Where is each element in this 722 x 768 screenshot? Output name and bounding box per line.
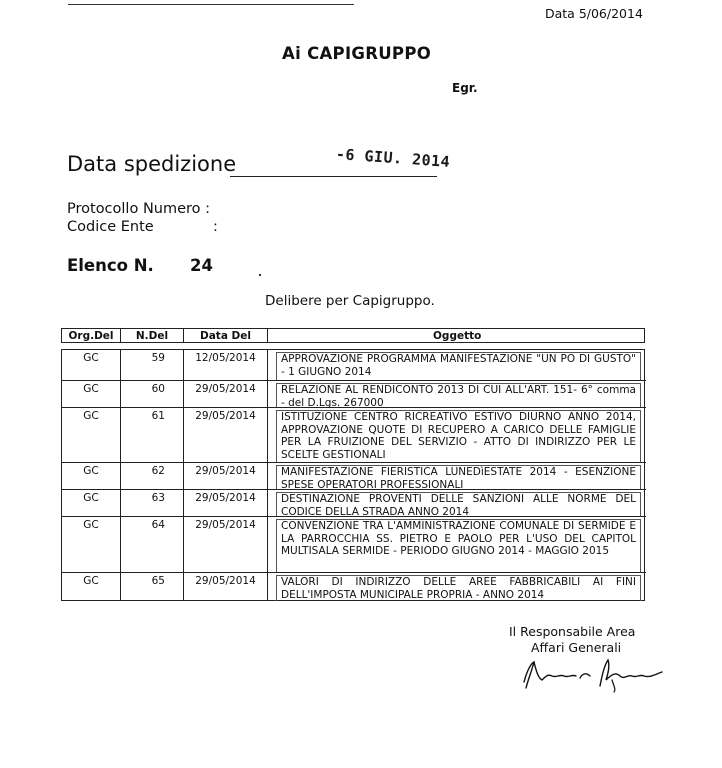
- table-row: [62, 490, 646, 517]
- cell-date: 29/05/2014: [184, 573, 268, 601]
- top-rule: [68, 4, 354, 5]
- cell-ndel: 61: [121, 408, 184, 462]
- cell-date: 12/05/2014: [184, 350, 268, 380]
- column-header-org: Org.Del: [62, 329, 121, 342]
- cell-org: GC: [62, 381, 121, 407]
- date-stamp: -6 GIU. 2014: [335, 145, 451, 171]
- addressee-label: Egr.: [452, 81, 478, 95]
- table-header: [61, 328, 645, 343]
- list-label: Elenco N.: [67, 256, 154, 275]
- cell-ndel: 65: [121, 573, 184, 601]
- cell-ndel: 60: [121, 381, 184, 407]
- cell-subject: [268, 463, 646, 489]
- cell-ndel: 64: [121, 517, 184, 572]
- entity-code-colon: :: [213, 219, 218, 235]
- subject-text: VALORI DI INDIRIZZO DELLE AREE FABBRICABILI AI FINI DELL'IMPOSTA MUNICIPALE PROPRIA - ANNO 2014: [276, 575, 641, 601]
- signatory-role-line2: Affari Generali: [531, 640, 622, 655]
- signature-image: [516, 652, 666, 694]
- subtitle: Delibere per Capigruppo.: [265, 293, 435, 309]
- column-header-subject: Oggetto: [433, 330, 482, 342]
- table-row: [62, 408, 646, 463]
- cell-ndel: 63: [121, 490, 184, 516]
- table-row: [62, 573, 646, 601]
- cell-org: GC: [62, 517, 121, 572]
- cell-org: GC: [62, 350, 121, 380]
- subject-text: RELAZIONE AL RENDICONTO 2013 DI CUI ALL'ART. 151- 6° comma - del D.Lgs. 267000: [276, 383, 641, 407]
- column-header-date: Data Del: [184, 329, 268, 342]
- cell-org: GC: [62, 463, 121, 489]
- table-body: [61, 349, 645, 601]
- table-row: [62, 350, 646, 381]
- table-row: [62, 381, 646, 408]
- cell-subject: [268, 350, 646, 380]
- cell-subject: [268, 381, 646, 407]
- subject-text: DESTINAZIONE PROVENTI DELLE SANZIONI ALLE NORME DEL CODICE DELLA STRADA ANNO 2014: [276, 492, 641, 516]
- cell-org: GC: [62, 490, 121, 516]
- cell-org: GC: [62, 573, 121, 601]
- scan-speck: [259, 274, 261, 276]
- cell-org: GC: [62, 408, 121, 462]
- table-row: [62, 517, 646, 573]
- cell-date: 29/05/2014: [184, 381, 268, 407]
- column-header-ndel: N.Del: [121, 329, 184, 342]
- cell-subject: [268, 408, 646, 462]
- cell-date: 29/05/2014: [184, 463, 268, 489]
- subject-text: MANIFESTAZIONE FIERISTICA LUNEDìESTATE 2014 - ESENZIONE SPESE OPERATORI PROFESSIONALI: [276, 465, 641, 489]
- cell-date: 29/05/2014: [184, 408, 268, 462]
- cell-subject: [268, 573, 646, 601]
- cell-subject: [268, 490, 646, 516]
- document-date: Data 5/06/2014: [545, 6, 643, 21]
- table-row: [62, 463, 646, 490]
- subject-text: CONVENZIONE TRA L'AMMINISTRAZIONE COMUNALE DI SERMIDE E LA PARROCCHIA SS. PIETRO E PAOLO PER L'USO DEL CAPITOL MULTISALA SERMIDE - PERIODO GIUGNO 2014 - MAGGIO 2015: [276, 519, 641, 572]
- document-title: Ai CAPIGRUPPO: [282, 44, 432, 63]
- cell-date: 29/05/2014: [184, 517, 268, 572]
- subject-text: APPROVAZIONE PROGRAMMA MANIFESTAZIONE "UN PO DI GUSTO" - 1 GIUGNO 2014: [276, 352, 641, 380]
- cell-ndel: 59: [121, 350, 184, 380]
- list-number: 24: [190, 256, 213, 275]
- entity-code-label: Codice Ente: [67, 219, 154, 235]
- shipping-date-label: Data spedizione: [67, 152, 237, 176]
- subject-text: ISTITUZIONE CENTRO RICREATIVO ESTIVO DIURNO ANNO 2014, APPROVAZIONE QUOTE DI RECUPERO A CARICO DELLE FAMIGLIE PER LA FRUIZIONE DEL SERVIZIO - ATTO DI INDIRIZZO PER LE SCELTE GESTIONALI: [276, 410, 641, 462]
- protocol-number-label: Protocollo Numero :: [67, 201, 211, 217]
- cell-subject: [268, 517, 646, 572]
- signatory-role-line1: Il Responsabile Area: [509, 624, 636, 639]
- cell-date: 29/05/2014: [184, 490, 268, 516]
- shipping-date-line: [230, 176, 437, 177]
- cell-ndel: 62: [121, 463, 184, 489]
